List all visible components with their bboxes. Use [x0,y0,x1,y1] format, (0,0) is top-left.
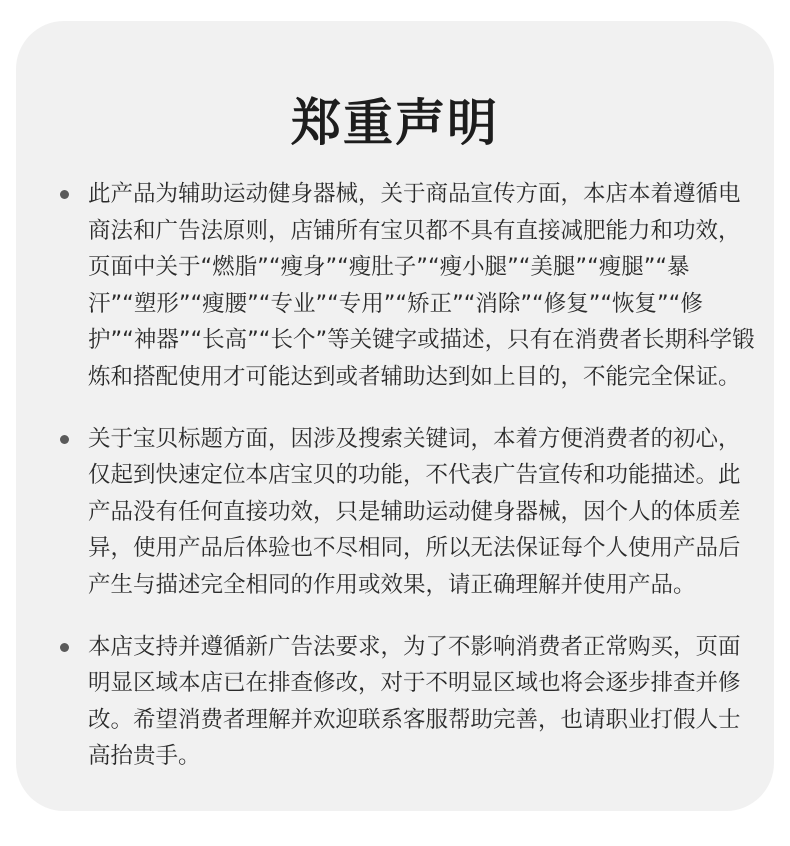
disclaimer-card [16,21,774,811]
page-title: 郑重声明 [291,94,499,152]
bullet-icon [60,435,69,444]
disclaimer-list [56,176,756,800]
list-item [56,421,756,604]
list-item [56,629,756,775]
list-item-text: 关于宝贝标题方面，因涉及搜索关键词，本着方便消费者的初心，仅起到快速定位本店宝贝的功能，不代表广告宣传和功能描述。此产品没有任何直接功效，只是辅助运动健身器械，因个人的体质差异，使用产品后体验也不尽相同，所以无法保证每个人使用产品后产生与描述完全相同的作用或效果，请正确理解并使用产品。 [88,425,741,598]
list-item-text: 此产品为辅助运动健身器械，关于商品宣传方面，本店本着遵循电商法和广告法原则，店铺所有宝贝都不具有直接减肥能力和功效，页面中关于“燃脂”“瘦身”“瘦肚子”“瘦小腿”“美腿”“瘦腿”“暴汗”“塑形”“瘦腰”“专业”“专用”“矫正”“消除”“修复”“恢复”“修护”“神器”“长高”“长个”等关键字或描述，只有在消费者长期科学锻炼和搭配使用才可能达到或者辅助达到如上目的，不能完全保证。 [88,181,755,390]
bullet-icon [60,190,69,199]
bullet-icon [60,643,69,652]
list-item-text: 本店支持并遵循新广告法要求，为了不影响消费者正常购买，页面明显区域本店已在排查修改，对于不明显区域也将会逐步排查并修改。希望消费者理解并欢迎联系客服帮助完善，也请职业打假人士高抬贵手。 [88,633,741,770]
list-item [56,176,756,396]
